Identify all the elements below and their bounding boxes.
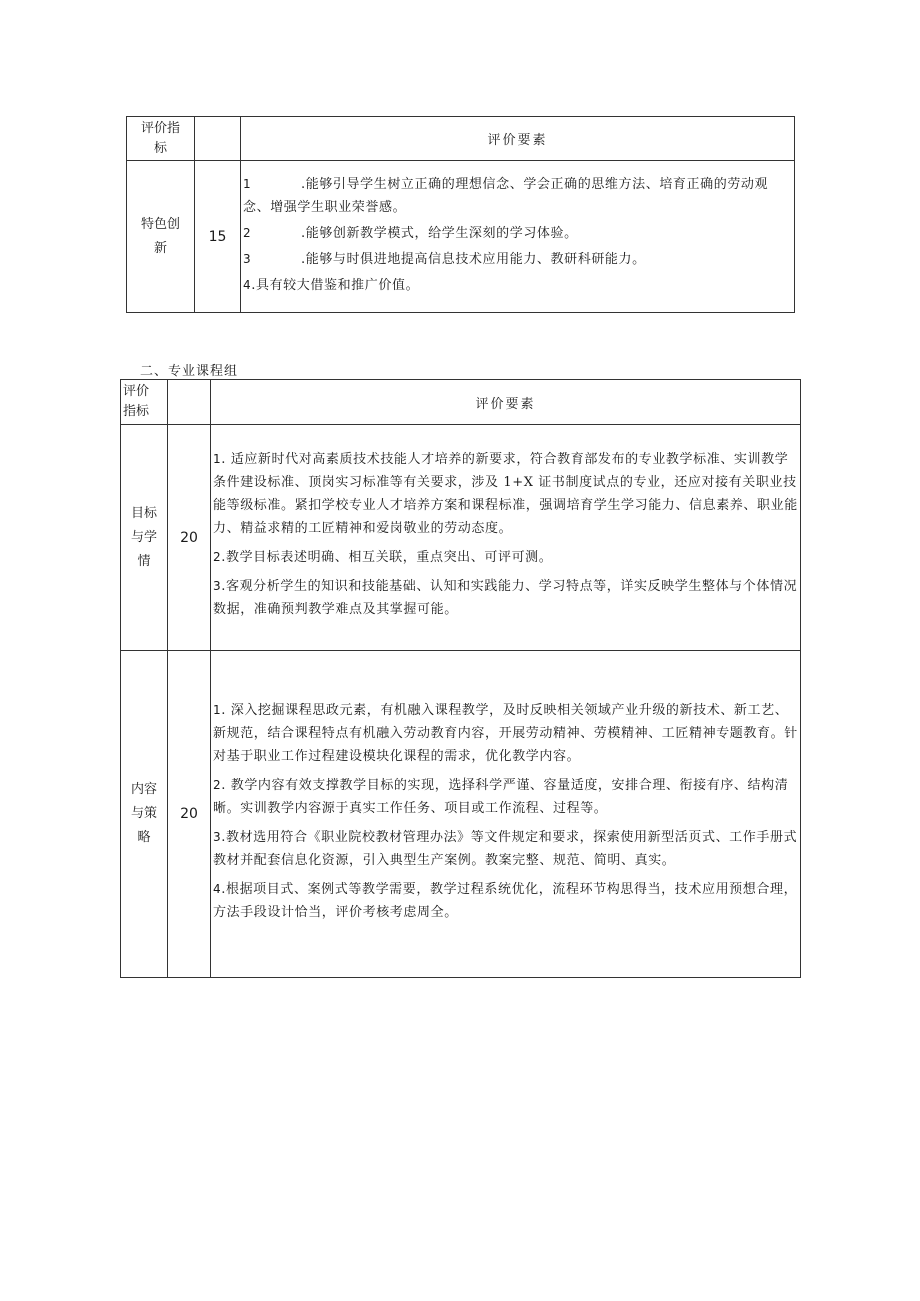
index-line1: 目标 bbox=[130, 505, 157, 521]
score-cell: 20 bbox=[168, 425, 211, 651]
score-cell: 15 bbox=[195, 161, 241, 313]
index-line1: 内容 bbox=[130, 782, 157, 797]
item-text: . 教学内容有效支撑教学目标的实现，选择科学严谨、容量适度，安排合理、衔接有序、结构清晰。实训教学内容源于真实工作任务、项目或工作流程、过程等。 bbox=[213, 778, 789, 816]
item-number: 4 bbox=[243, 278, 252, 292]
list-item bbox=[243, 248, 792, 271]
header-score-cell bbox=[168, 380, 211, 425]
table-header-row bbox=[127, 117, 795, 161]
list-item bbox=[243, 173, 792, 219]
item-number: 1 bbox=[213, 703, 222, 717]
index-cell bbox=[121, 425, 168, 651]
header-index-cell bbox=[121, 380, 168, 425]
header-elements-cell: 评价要素 bbox=[211, 380, 801, 425]
evaluation-table-2 bbox=[120, 379, 801, 978]
header-index-line2: 标 bbox=[153, 140, 167, 156]
item-number: 3 bbox=[213, 830, 222, 844]
list-item bbox=[213, 826, 798, 872]
item-number: 2 bbox=[213, 550, 222, 564]
score-cell: 20 bbox=[168, 651, 211, 978]
list-item bbox=[213, 546, 798, 569]
header-index-line1: 评价指 bbox=[140, 120, 180, 136]
item-text: . 深入挖掘课程思政元素，有机融入课程教学，及时反映相关领域产业升级的新技术、新工艺、新规范，结合课程特点有机融入劳动教育内容，开展劳动精神、劳模精神、工匠精神专题教育。针对基于职业工作过程建设模块化课程的需求，优化教学内容。 bbox=[213, 703, 798, 764]
index-line2: 与学 bbox=[130, 529, 157, 545]
item-text: . 适应新时代对高素质技术技能人才培养的新要求，符合教育部发布的专业教学标准、实训教学条件建设标准、顶岗实习标准等有关要求，涉及 1+X 证书制度试点的专业，还应对接有关职业技能等级标准。紧扣学校专业人才培养方案和课程标准，强调培育学生学习能力、信息素养、职业能力、精益求精的工匠精神和爱岗敬业的劳动态度。 bbox=[213, 452, 798, 536]
item-number: 2 bbox=[243, 226, 252, 240]
evaluation-table-1 bbox=[126, 116, 795, 313]
index-line3: 略 bbox=[137, 830, 151, 845]
header-score-cell bbox=[195, 117, 241, 161]
header-index-cell bbox=[127, 117, 195, 161]
header-index-line1: 评价 bbox=[123, 384, 150, 399]
index-line2: 与策 bbox=[130, 806, 157, 821]
elements-cell bbox=[241, 161, 795, 313]
table-row bbox=[121, 651, 801, 978]
index-cell bbox=[121, 651, 168, 978]
item-number: 1 bbox=[213, 452, 222, 466]
list-item bbox=[213, 699, 798, 768]
item-number: 4 bbox=[213, 882, 222, 896]
item-number: 2 bbox=[213, 778, 222, 792]
section-title: 二、专业课程组 bbox=[140, 364, 239, 379]
item-text: .教材选用符合《职业院校教材管理办法》等文件规定和要求，探索使用新型活页式、工作手册式教材并配套信息化资源，引入典型生产案例。教案完整、规范、简明、真实。 bbox=[213, 830, 798, 868]
index-cell bbox=[127, 161, 195, 313]
item-text: .能够与时俱进地提高信息技术应用能力、教研科研能力。 bbox=[301, 252, 646, 267]
elements-cell bbox=[211, 651, 801, 978]
item-number: 3 bbox=[213, 579, 222, 593]
item-text: .能够引导学生树立正确的理想信念、学会正确的思维方法、培育正确的劳动观念、增强学生职业荣誉感。 bbox=[243, 177, 769, 215]
table-row bbox=[127, 161, 795, 313]
index-line2: 新 bbox=[153, 240, 167, 256]
item-number: 1 bbox=[243, 177, 252, 191]
table-header-row bbox=[121, 380, 801, 425]
item-text: .教学目标表述明确、相互关联，重点突出、可评可测。 bbox=[221, 550, 553, 565]
list-item bbox=[213, 774, 798, 820]
item-text: .能够创新教学模式，给学生深刻的学习体验。 bbox=[301, 226, 578, 241]
list-item bbox=[213, 448, 798, 540]
index-line3: 情 bbox=[137, 553, 151, 569]
table-row bbox=[121, 425, 801, 651]
item-text: .根据项目式、案例式等教学需要，教学过程系统优化，流程环节构思得当，技术应用预想合理，方法手段设计恰当，评价考核考虑周全。 bbox=[213, 882, 798, 920]
list-item bbox=[213, 878, 798, 924]
list-item bbox=[243, 274, 792, 297]
header-index-line2: 指标 bbox=[123, 404, 150, 419]
item-text: .具有较大借鉴和推广价值。 bbox=[251, 278, 420, 293]
item-number: 3 bbox=[243, 252, 252, 266]
elements-cell bbox=[211, 425, 801, 651]
list-item bbox=[243, 222, 792, 245]
index-line1: 特色创 bbox=[140, 216, 180, 232]
header-elements-cell: 评价要素 bbox=[241, 117, 795, 161]
list-item bbox=[213, 575, 798, 621]
item-text: .客观分析学生的知识和技能基础、认知和实践能力、学习特点等，详实反映学生整体与个体情况数据，准确预判教学难点及其掌握可能。 bbox=[213, 579, 798, 617]
